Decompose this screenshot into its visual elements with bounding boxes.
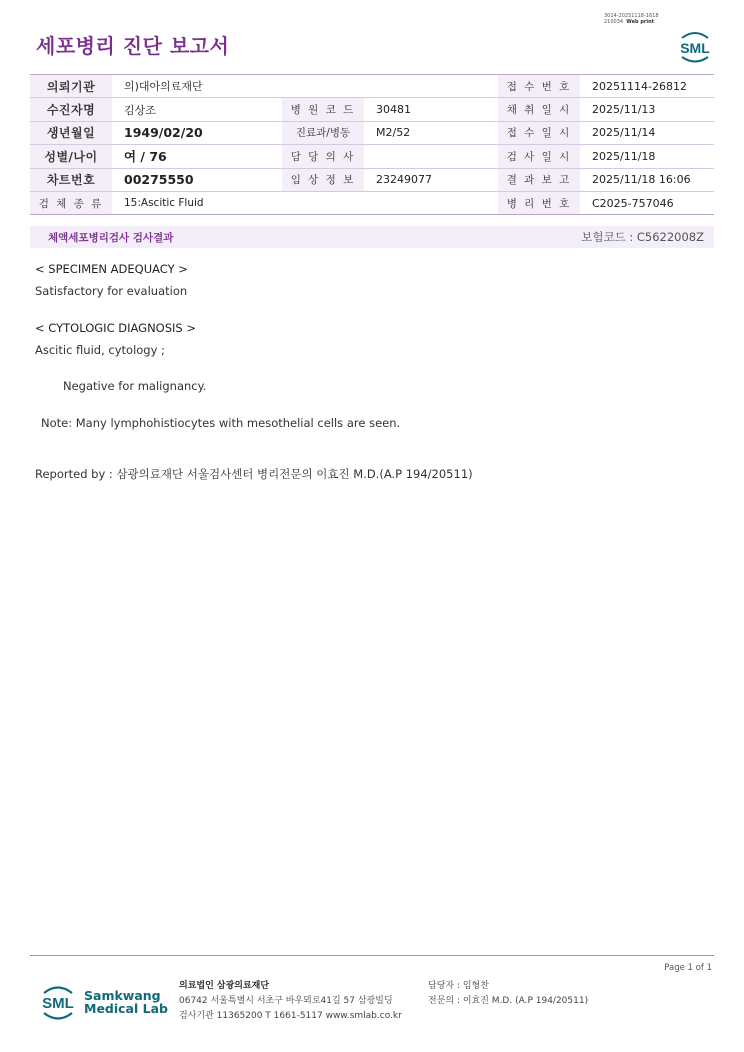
brand-line-2: Medical Lab xyxy=(84,1001,168,1016)
value-sex-age: 여 / 76 xyxy=(112,145,282,168)
page-number: Page 1 of 1 xyxy=(664,963,712,973)
cytologic-diagnosis-heading: < CYTOLOGIC DIAGNOSIS > xyxy=(35,321,197,335)
diagnosis-note: Note: Many lymphohistiocytes with mesothelial cells are seen. xyxy=(41,416,401,430)
report-title: 세포병리 진단 보고서 xyxy=(36,34,230,58)
staff-row: 담당자 : 임형찬 xyxy=(428,981,489,991)
label-clinical-info: 임 상 정 보 xyxy=(282,168,364,191)
value-chart-number: 00275550 xyxy=(112,168,282,191)
specimen-adequacy-text: Satisfactory for evaluation xyxy=(35,284,188,298)
label-test-date: 검 사 일 시 xyxy=(498,145,580,168)
value-receipt-number: 20251114-26812 xyxy=(580,75,714,98)
label-pathology-number: 병 리 번 호 xyxy=(498,191,580,214)
doc-id-line1: 3014-20251118-1618 xyxy=(604,13,659,19)
label-chart-number: 차트번호 xyxy=(30,168,112,191)
footer-brand xyxy=(84,989,168,1015)
value-test-date: 2025/11/18 xyxy=(580,145,714,168)
org-name: 의료법인 삼광의료재단 xyxy=(179,981,270,991)
value-birth-date: 1949/02/20 xyxy=(112,121,282,144)
label-sex-age: 성별/나이 xyxy=(30,145,112,168)
value-department-ward: M2/52 xyxy=(364,121,498,144)
footer-divider xyxy=(30,955,714,956)
value-specimen-type: 15:Ascitic Fluid xyxy=(124,197,204,210)
value-result-report: 2025/11/18 16:06 xyxy=(580,168,714,191)
value-pathology-number: C2025-757046 xyxy=(592,196,674,210)
value-collection-date: 2025/11/13 xyxy=(580,98,714,121)
org-contact: 검사기관 11365200 T 1661-5117 www.smlab.co.kr xyxy=(179,1011,402,1021)
info-row xyxy=(30,168,714,191)
patient-info-table xyxy=(30,74,714,215)
value-receipt-date: 2025/11/14 xyxy=(580,121,714,144)
specimen-adequacy-heading: < SPECIMEN ADEQUACY > xyxy=(35,262,188,276)
info-row xyxy=(30,98,714,121)
specialist-row: 전문의 : 이효진 M.D. (A.P 194/20511) xyxy=(428,996,589,1006)
label-patient-name: 수진자명 xyxy=(30,98,112,121)
label-birth-date: 생년월일 xyxy=(30,121,112,144)
label-receipt-date: 접 수 일 시 xyxy=(498,121,580,144)
info-row xyxy=(30,75,714,98)
value-requesting-institution: 의)대아의료재단 xyxy=(112,75,498,98)
insurance-code: 보험코드 : C5622008Z xyxy=(581,230,704,244)
value-hospital-code: 30481 xyxy=(364,98,498,121)
label-receipt-number: 접 수 번 호 xyxy=(498,75,580,98)
footer-org-info xyxy=(179,979,402,1024)
value-clinical-info: 23249077 xyxy=(364,168,498,191)
value-patient-name: 김상조 xyxy=(112,98,282,121)
label-collection-date: 채 취 일 시 xyxy=(498,98,580,121)
label-requesting-institution: 의뢰기관 xyxy=(30,75,112,98)
reported-by: Reported by : 삼광의료재단 서울검사센터 병리전문의 이효진 M.D.(A.P 194/20511) xyxy=(35,467,473,481)
doc-id-line2: 210034 Web print xyxy=(604,19,655,25)
sml-logo-icon xyxy=(674,26,716,66)
info-row xyxy=(30,191,714,214)
label-hospital-code: 병 원 코 드 xyxy=(282,98,364,121)
svg-text:SML: SML xyxy=(680,40,710,56)
document-id xyxy=(604,13,684,25)
label-attending-physician: 담 당 의 사 xyxy=(282,145,364,168)
diagnosis-line-1: Ascitic fluid, cytology ; xyxy=(35,343,165,357)
label-result-report: 결 과 보 고 xyxy=(498,168,580,191)
label-specimen-type: 검 체 종 류 xyxy=(30,191,112,214)
sml-footer-logo-icon xyxy=(36,980,80,1024)
footer-staff-info xyxy=(428,979,588,1009)
info-row xyxy=(30,145,714,168)
label-department-ward: 진료과/병동 xyxy=(282,121,364,144)
org-address: 06742 서울특별시 서초구 바우뫼로41길 57 삼광빌딩 xyxy=(179,996,393,1006)
section-title: 체액세포병리검사 검사결과 xyxy=(48,232,174,244)
value-attending-physician xyxy=(364,145,498,168)
svg-text:SML: SML xyxy=(42,995,74,1012)
diagnosis-line-2: Negative for malignancy. xyxy=(63,379,207,393)
info-row xyxy=(30,121,714,144)
brand-line-1: Samkwang xyxy=(84,988,161,1003)
